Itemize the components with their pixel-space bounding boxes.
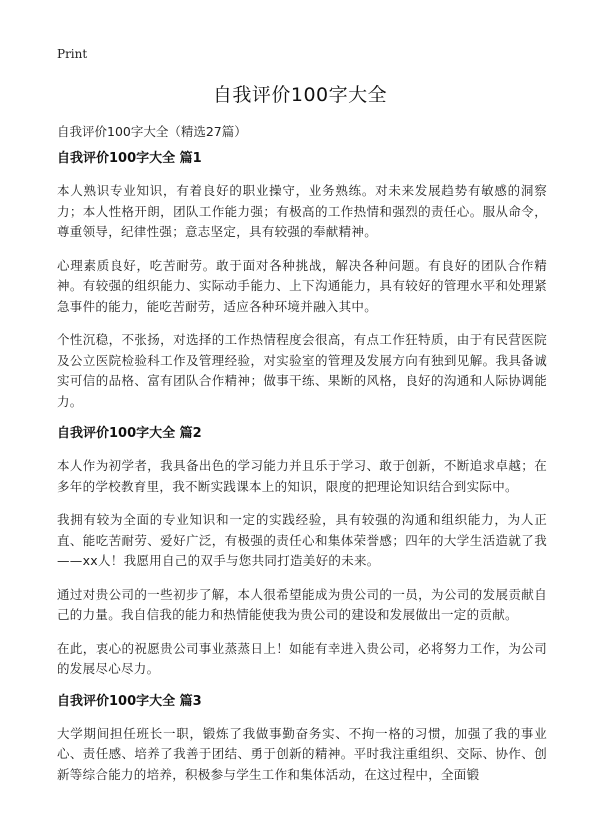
section-heading: 自我评价100字大全 篇3	[57, 693, 202, 709]
section-heading: 自我评价100字大全 篇2	[57, 426, 202, 441]
print-link[interactable]: Print	[57, 47, 88, 61]
paragraph: 本人熟识专业知识，有着良好的职业操守，业务熟练。对未来发展趋势有敏感的洞察力；本人性格开朗，团队工作能力强；有极高的工作热情和强烈的责任心。服从命令，尊重领导，纪律性强；意志坚定，具有较强的奉献精神。	[57, 183, 547, 239]
paragraph: 心理素质良好，吃苦耐劳。敢于面对各种挑战，解决各种问题。有良好的团队合作精神。有较强的组织能力、实际动手能力、上下沟通能力，具有较好的管理水平和处理紧急事件的能力，能吃苦耐劳，适应各种环境并融入其中。	[57, 257, 547, 314]
paragraph: 我拥有较为全面的专业知识和一定的实践经验，具有较强的沟通和组织能力，为人正直、能吃苦耐劳、爱好广泛，有极强的责任心和集体荣誉感；四年的大学生活造就了我——xx人！我愿用自己的双手与您共同打造美好的未来。	[57, 512, 547, 568]
paragraph: 通过对贵公司的一些初步了解，本人很希望能成为贵公司的一员，为公司的发展贡献自己的力量。我自信我的能力和热情能使我为贵公司的建设和发展做出一定的贡献。	[57, 586, 547, 622]
section-1	[57, 150, 547, 412]
document-subtitle: 自我评价100字大全（精选27篇）	[57, 124, 247, 139]
section-heading: 自我评价100字大全 篇1	[57, 151, 202, 166]
section-2	[57, 425, 547, 680]
paragraph: 大学期间担任班长一职，锻炼了我做事勤奋务实、不拘一格的习惯，加强了我的事业心、责任感、培养了我善于团结、勇于创新的精神。平时我注重组织、交际、协作、创新等综合能力的培养，积极参与学生工作和集体活动，在这过程中，全面锻	[57, 725, 547, 782]
page-title: 自我评价100字大全	[212, 84, 388, 106]
document-body	[57, 150, 547, 798]
section-3	[57, 693, 547, 786]
paragraph: 本人作为初学者，我具备出色的学习能力并且乐于学习、敢于创新，不断追求卓越；在多年的学校教育里，我不断实践课本上的知识，限度的把理论知识结合到实际中。	[57, 458, 547, 494]
paragraph: 个性沉稳，不张扬，对选择的工作热情程度会很高，有点工作狂特质，由于有民营医院及公立医院检验科工作及管理经验，对实验室的管理及发展方向有独到见解。我具备诚实可信的品格、富有团队合作精神；做事干练、果断的风格，良好的沟通和人际协调能力。	[57, 332, 547, 409]
paragraph: 在此，衷心的祝愿贵公司事业蒸蒸日上！如能有幸进入贵公司，必将努力工作，为公司的发展尽心尽力。	[57, 640, 547, 676]
